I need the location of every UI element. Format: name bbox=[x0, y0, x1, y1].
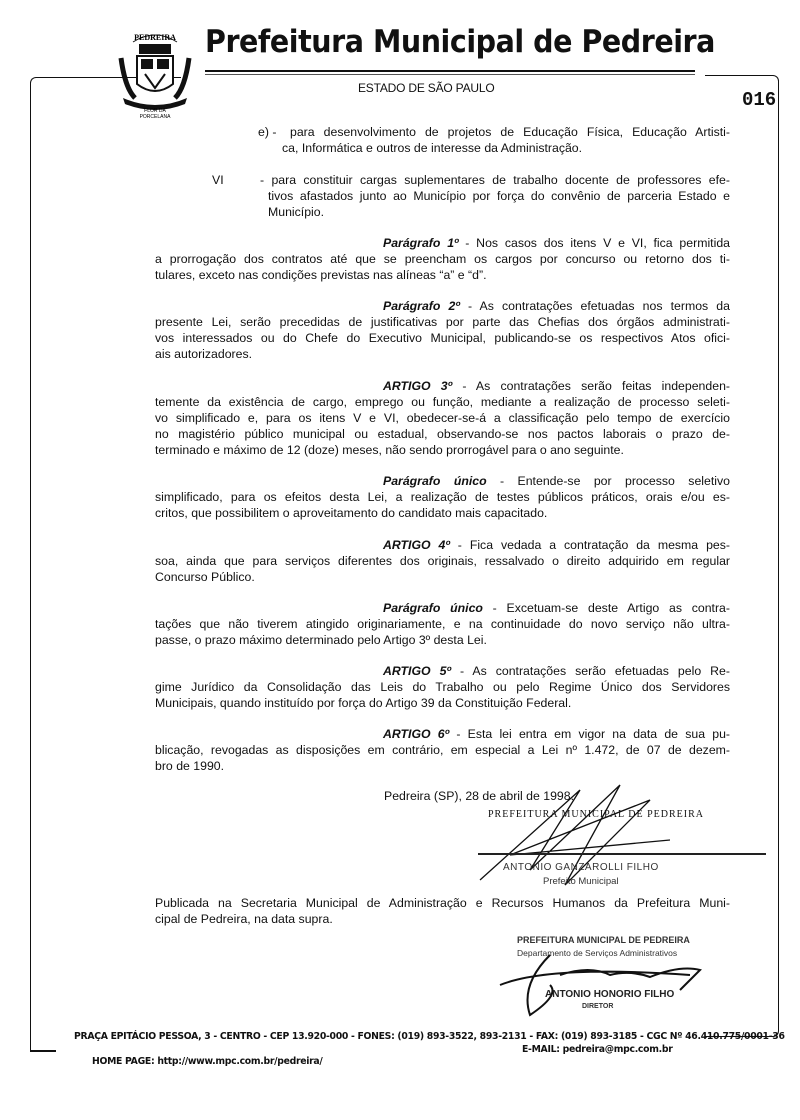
title-underline-thin bbox=[205, 74, 695, 75]
paragraph bbox=[155, 600, 730, 648]
svg-text:PORCELANA: PORCELANA bbox=[139, 114, 171, 120]
signer1-name: ANTONIO GANZAROLLI FILHO bbox=[503, 862, 659, 873]
paragraph-line: no magistério público municipal ou estadual, observando-se nos pactos laborais o prazo de- bbox=[155, 427, 730, 441]
item-label: VI bbox=[212, 173, 224, 187]
paragraph-line bbox=[155, 235, 730, 251]
paragraph-line: critos, que possibilitem o aproveitamento do candidato mais capacitado. bbox=[155, 506, 548, 520]
paragraph-line: blicação, revogadas as disposições em contrário, em especial a Lei nº 1.472, de 07 de dezem- bbox=[155, 743, 730, 757]
paragraph-text: - As contratações serão feitas independen- bbox=[452, 379, 731, 393]
paragraph bbox=[155, 298, 730, 362]
municipal-crest-logo bbox=[115, 28, 195, 120]
paragraph-text: - Excetuam-se deste Artigo as contra- bbox=[482, 601, 730, 615]
publication-line: Publicada na Secretaria Municipal de Administração e Recursos Humanos da Prefeitura Muni- bbox=[155, 896, 730, 910]
paragraph-text: - Entende-se por processo seletivo bbox=[486, 474, 730, 488]
page-number: 016 bbox=[742, 89, 777, 111]
paragraph bbox=[155, 663, 730, 711]
paragraph-heading: ARTIGO 5º bbox=[383, 664, 451, 678]
item-line: Município. bbox=[268, 205, 325, 219]
paragraph-line: vos interessados ou do Chefe do Executivo Municipal, publicando-se os respectivos Atos ofici- bbox=[155, 331, 730, 345]
paragraph-heading: ARTIGO 6º bbox=[383, 727, 450, 741]
paragraph-text: - As contratações efetuadas nos termos da bbox=[459, 299, 730, 313]
paragraph-text: - Fica vedada a contratação da mesma pes- bbox=[449, 538, 730, 552]
paragraph-line bbox=[155, 298, 730, 314]
paragraph-heading: Parágrafo único bbox=[383, 601, 483, 615]
state-subtitle: ESTADO DE SÃO PAULO bbox=[358, 81, 495, 95]
item-line: - para constituir cargas suplementares de trabalho docente de professores efe- bbox=[260, 173, 730, 187]
paragraph bbox=[155, 726, 730, 774]
paragraph-line bbox=[155, 663, 730, 679]
item-vi bbox=[260, 172, 730, 220]
publication-line: cipal de Pedreira, na data supra. bbox=[155, 912, 333, 926]
paragraph-heading: Parágrafo único bbox=[383, 474, 487, 488]
paragraph-line: temente da existência de cargo, emprego ou função, mediante a realização de processo seleti- bbox=[155, 395, 730, 409]
paragraph-line bbox=[155, 378, 730, 394]
paragraph-line: a prorrogação dos contratos até que se preencham os cargos por concurso ou retorno dos ti- bbox=[155, 252, 730, 266]
footer-address: PRAÇA EPITÁCIO PESSOA, 3 - CENTRO - CEP 13.920-000 - FONES: (019) 893-3522, 893-2131 - FAX: (019) 893-3185 - CGC Nº 46.410.775/0001-36 bbox=[74, 1031, 785, 1042]
paragraph bbox=[155, 537, 730, 585]
paragraph-text: - Esta lei entra em vigor na data de sua pu- bbox=[449, 727, 730, 741]
paragraph-heading: Parágrafo 1º bbox=[383, 236, 459, 250]
signer1-organization: PREFEITURA MUNICIPAL DE PEDREIRA bbox=[488, 809, 704, 820]
item-e bbox=[282, 124, 730, 156]
paragraph-heading: ARTIGO 3º bbox=[383, 379, 453, 393]
paragraph-line: gime Jurídico da Consolidação das Leis do Trabalho ou pelo Regime Único dos Servidores bbox=[155, 680, 730, 694]
paragraph-line: passe, o prazo máximo determinado pelo Artigo 3º desta Lei. bbox=[155, 633, 487, 647]
item-label: e) - bbox=[258, 125, 277, 139]
paragraph-line bbox=[155, 600, 730, 616]
signer2-role: DIRETOR bbox=[582, 1003, 614, 1010]
paragraph-line bbox=[155, 726, 730, 742]
svg-text:FLOR DA: FLOR DA bbox=[144, 108, 166, 114]
signing-date: Pedreira (SP), 28 de abril de 1998. bbox=[384, 789, 575, 803]
signature-line bbox=[478, 853, 766, 855]
paragraph-heading: ARTIGO 4º bbox=[383, 538, 450, 552]
paragraph bbox=[155, 473, 730, 521]
paragraph-line: simplificado, para os efeitos desta Lei, a realização de testes públicos práticos, orais e/ou es- bbox=[155, 490, 730, 504]
item-line: para desenvolvimento de projetos de Educação Física, Educação Artisti- bbox=[290, 125, 730, 139]
signer2-organization: PREFEITURA MUNICIPAL DE PEDREIRA bbox=[517, 935, 690, 945]
frame-left-foot bbox=[30, 1050, 56, 1052]
paragraph-line bbox=[155, 537, 730, 553]
signer2-department: Departamento de Serviços Administrativos bbox=[517, 948, 678, 958]
paragraph-line bbox=[155, 473, 730, 489]
item-line: tivos afastados junto ao Município por força do convênio de parceria Estado e bbox=[268, 189, 730, 203]
paragraph-line: tações que não tiverem atingido originariamente, e na continuidade do novo serviço não ultra- bbox=[155, 617, 730, 631]
paragraph-line: Concurso Público. bbox=[155, 570, 255, 584]
paragraph bbox=[155, 378, 730, 458]
title-underline bbox=[205, 70, 695, 72]
paragraph-line: terminado e máximo de 12 (doze) meses, não sendo prorrogável para o ano seguinte. bbox=[155, 443, 624, 457]
paragraph-line: Municipais, quando instituído por força do Artigo 39 da Constituição Federal. bbox=[155, 696, 572, 710]
item-line: ca, Informática e outros de interesse da Administração. bbox=[282, 141, 583, 155]
paragraph-text: - Nos casos dos itens V e VI, fica permitida bbox=[458, 236, 731, 250]
paragraph-text: - As contratações serão efetuadas pelo Re- bbox=[450, 664, 730, 678]
svg-text:PEDREIRA: PEDREIRA bbox=[134, 33, 176, 42]
paragraph-heading: Parágrafo 2º bbox=[383, 299, 460, 313]
paragraph-line: bro de 1990. bbox=[155, 759, 225, 773]
paragraph-line: presente Lei, serão precedidas de justificativas por parte das Chefias dos órgãos administrati- bbox=[155, 315, 730, 329]
footer-email: E-MAIL: pedreira@mpc.com.br bbox=[522, 1044, 673, 1055]
signature-mayor bbox=[470, 780, 670, 890]
publication-note bbox=[155, 895, 730, 927]
paragraph-line: ais autorizadores. bbox=[155, 347, 253, 361]
page-title: Prefeitura Municipal de Pedreira bbox=[205, 24, 715, 60]
paragraph bbox=[155, 235, 730, 283]
paragraph-line: soa, ainda que para serviços diferentes dos originais, ressalvado o direito adquirido em regular bbox=[155, 554, 730, 568]
paragraph-line: tulares, exceto nas condições previstas nas alíneas “a” e “d”. bbox=[155, 268, 487, 282]
signer2-name: ANTONIO HONORIO FILHO bbox=[545, 989, 675, 1000]
signer1-role: Prefeito Municipal bbox=[543, 876, 619, 887]
footer-homepage: HOME PAGE: http://www.mpc.com.br/pedreira/ bbox=[92, 1056, 323, 1067]
paragraph-line: vo simplificado e, para os itens V e VI, obedecer-se-á a classificação pelo tempo de exercício bbox=[155, 411, 730, 425]
